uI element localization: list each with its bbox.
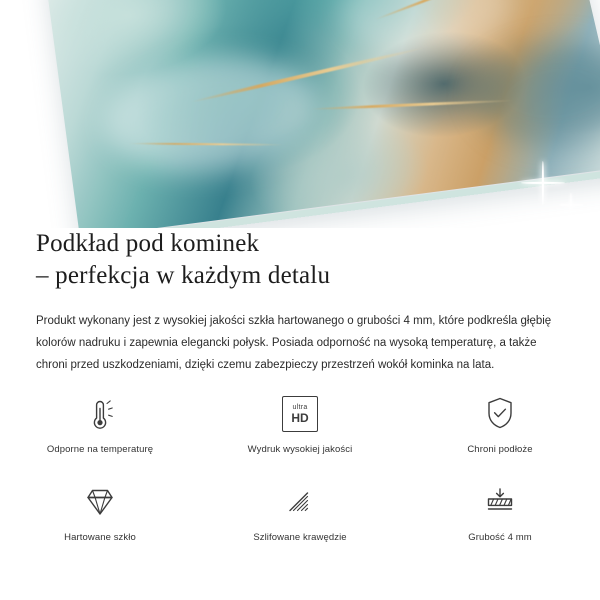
description-paragraph: Produkt wykonany jest z wysokiej jakości szkła hartowanego o grubości 4 mm, które podkreśla głębię kolorów nadruku i zapewnia elegancki połysk. Posiada odporność na wysoką temperaturę, a także chroni przed uszkodzeniami, dzięki czemu zabezpieczy przestrzeń wokół kominka na lata. [36,315,552,371]
feature-item-surface-protection [400,392,600,470]
feature-label: Chroni podłoże [467,444,533,455]
ultra-hd-icon [282,392,318,436]
feature-label: Hartowane szkło [64,532,136,543]
text-content [0,228,600,376]
headline-line-2: – perfekcja w każdym detalu [36,262,331,289]
ultra-label: ultra [292,404,308,411]
headline-line-1: Podkład pod kominek [36,230,260,257]
diamond-icon [80,480,120,524]
feature-item-thickness [400,480,600,558]
feature-item-print-quality [200,392,400,470]
feature-item-tempered-glass [0,480,200,558]
shield-check-icon [481,392,519,436]
sparkle-icon [558,192,583,217]
feature-grid [0,392,600,558]
polished-edge-icon [280,480,320,524]
feature-label: Grubość 4 mm [468,532,532,543]
abstract-artwork [44,0,600,228]
thickness-icon [480,480,520,524]
page-title [0,228,600,292]
glass-panel-image [44,0,600,228]
feature-item-polished-edges [200,480,400,558]
thermometer-icon [81,392,119,436]
hd-label: HD [291,411,309,425]
feature-label: Odporne na temperaturę [46,444,154,455]
hero-image [0,0,600,228]
feature-item-temperature [0,392,200,470]
feature-label: Wydruk wysokiej jakości [247,444,353,455]
feature-label: Szlifowane krawędzie [253,532,347,543]
